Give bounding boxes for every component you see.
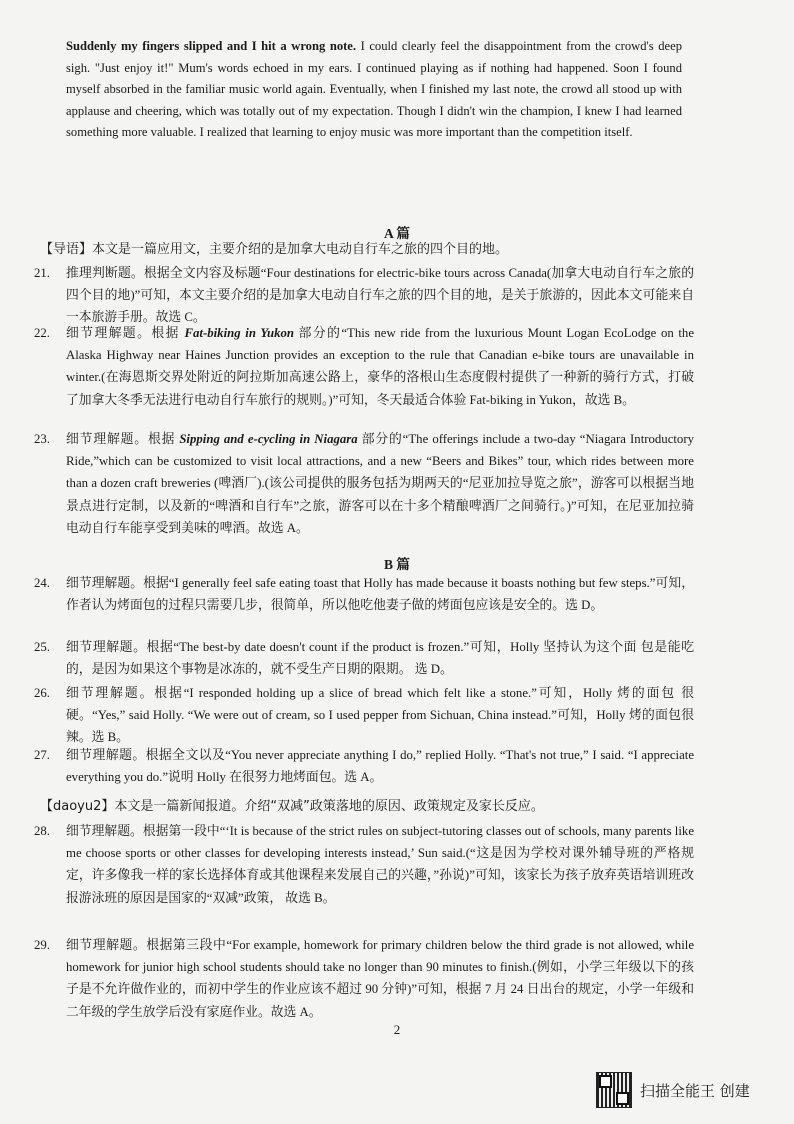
qr-code-icon	[596, 1072, 632, 1108]
scanner-watermark	[596, 1072, 776, 1112]
answer-item-24	[34, 572, 694, 616]
section-heading-ref: Sipping and e-cycling in Niagara	[179, 432, 358, 446]
answer-item-23	[34, 428, 694, 539]
answer-item-26	[34, 682, 694, 749]
answer-text: 细节理解题。根据第三段中“For example, homework for primary children below the third grade is not allowed, while homework for junior high school students should take no longer than 90 minutes to finish.(例如，小学三年级以下的孩子是不允许做作业的，而初中学生的作业应该不超过 90 分钟)”可知，根据 7 月 24 日出台的规定，小学一年级和二年级的学生放学后没有家庭作业。故选 A。	[66, 938, 694, 1019]
answer-number: 22.	[34, 326, 50, 340]
answer-number: 25.	[34, 640, 50, 654]
answer-number: 24.	[34, 576, 50, 590]
answer-number: 27.	[34, 748, 50, 762]
story-body: I could clearly feel the disappointment from the crowd's deep sigh. "Just enjoy it!" Mum's words echoed in my ears. I continued playing as if nothing had happened. Soon I found myself absorbed in the familiar music world again. Eventually, when I finished my last note, the crowd all stood up with applause and cheering, which was totally out of my expectation. Though I didn't win the champion, I knew I had learned something more valuable. I realized that learning to enjoy music was more important than the competition itself.	[66, 39, 683, 140]
answer-text: 细节理解题。根据第一段中“‘It is because of the strict rules on subject-tutoring classes out of schools, many parents like me choose sports or other classes for developing interests instead,’ Sun said.(“这是因为学校对课外辅导班的严格规定，许多像我一样的家长选择体育或其他课程来发展自己的兴趣，”孙说)”可知，该家长为孩子放弃英语培训班改报游泳班的原因是国家的“双减”政策， 故选 B。	[66, 824, 694, 905]
answer-number: 21.	[34, 266, 50, 280]
scanner-watermark-text: 扫描全能王 创建	[640, 1082, 750, 1100]
section-c-guide: 【daoyu2】本文是一篇新闻报道。介绍“双减”政策落地的原因、政策规定及家长反应。	[40, 799, 544, 814]
section-a-guide: 【导语】本文是一篇应用文，主要介绍的是加拿大电动自行车之旅的四个目的地。	[40, 242, 509, 257]
answer-number: 28.	[34, 824, 50, 838]
answer-item-27	[34, 744, 694, 788]
page-number: 2	[393, 1022, 401, 1037]
answer-number: 23.	[34, 432, 50, 446]
section-b-title: B 篇	[384, 557, 410, 572]
answer-text-pre: 细节理解题。根据	[66, 326, 185, 340]
answer-text-wrap	[66, 428, 694, 539]
answer-item-25	[34, 636, 694, 680]
answer-text: 部分的“The offerings include a two-day “Niagara Introductory Ride,”which can be customized to visit local attractions, and a new “Beers and Bikes” tour, which rides between more than a dozen craft breweries (啤酒厂).(该公司提供的服务包括为期两天的“尼亚加拉导览之旅”，游客可以根据当地景点进行定制，以及新的“啤酒和自行车”之旅，游客可以在十多个精酿啤酒厂之间骑行。)”可知，在尼亚加拉骑电动自行车能享受到美味的啤酒。故选 A。	[66, 432, 694, 535]
answer-item-21	[34, 262, 694, 329]
answer-item-22	[34, 322, 694, 411]
answer-text: 细节理解题。根据“The best-by date doesn't count if the product is frozen.”可知，Holly 坚持认为这个面 包是能吃的，是因为如果这个事物是冰冻的，就不受生产日期的限期。 选 D。	[66, 640, 694, 677]
answer-number: 26.	[34, 686, 50, 700]
answer-text-pre: 细节理解题。根据	[66, 432, 180, 446]
section-heading-ref: Fat-biking in Yukon	[184, 326, 295, 340]
answer-text: 部分的“This new ride from the luxurious Mount Logan EcoLodge on the Alaska Highway near Haines Junction provides an exception to the rule that Canadian e-bike tours are unavailable in winter.(在海恩斯交界处附近的阿拉斯加高速公路上，豪华的洛根山生态度假村提供了一种新的骑行方式，打破了加拿大冬季无法进行电动自行车旅行的规则。)”可知，冬天最适合体验 Fat-biking in Yukon，故选 B。	[66, 326, 695, 407]
answer-text: 细节理解题。根据全文以及“You never appreciate anything I do,” replied Holly. “That's not true,” I said. “I appreciate everything you do.”说明 Holly 在很努力地烤面包。选 A。	[66, 748, 694, 785]
section-a-title: A 篇	[384, 226, 410, 241]
answer-item-29	[34, 934, 694, 1023]
answer-text: 推理判断题。根据全文内容及标题“Four destinations for electric-bike tours across Canada(加拿大电动自行车之旅的四个目的地)”可知，本文主要介绍的是加拿大电动自行车之旅的四个目的地，是关于旅游的，因此本文可能来自一本旅游手册。故选 C。	[66, 266, 694, 325]
answer-text: 细节理解题。根据“I responded holding up a slice of bread which felt like a stone.”可知，Holly 烤的面包 很硬。“Yes,” said Holly. “We were out of cream, so I used pepper from Sichuan, China instead.”可知，Holly 烤的面包很辣。选 B。	[66, 686, 694, 745]
answer-item-28	[34, 820, 694, 909]
answer-number: 29.	[34, 938, 50, 952]
answer-text-wrap	[66, 322, 694, 411]
story-lead: Suddenly my fingers slipped and I hit a wrong note.	[66, 39, 357, 53]
story-paragraph	[66, 36, 682, 144]
answer-text: 细节理解题。根据“I generally feel safe eating toast that Holly has made because it boasts nothing but few steps.”可知，作者认为烤面包的过程只需要几步，很简单，所以他吃他妻子做的烤面包应该是安全的。选 D。	[66, 576, 694, 613]
